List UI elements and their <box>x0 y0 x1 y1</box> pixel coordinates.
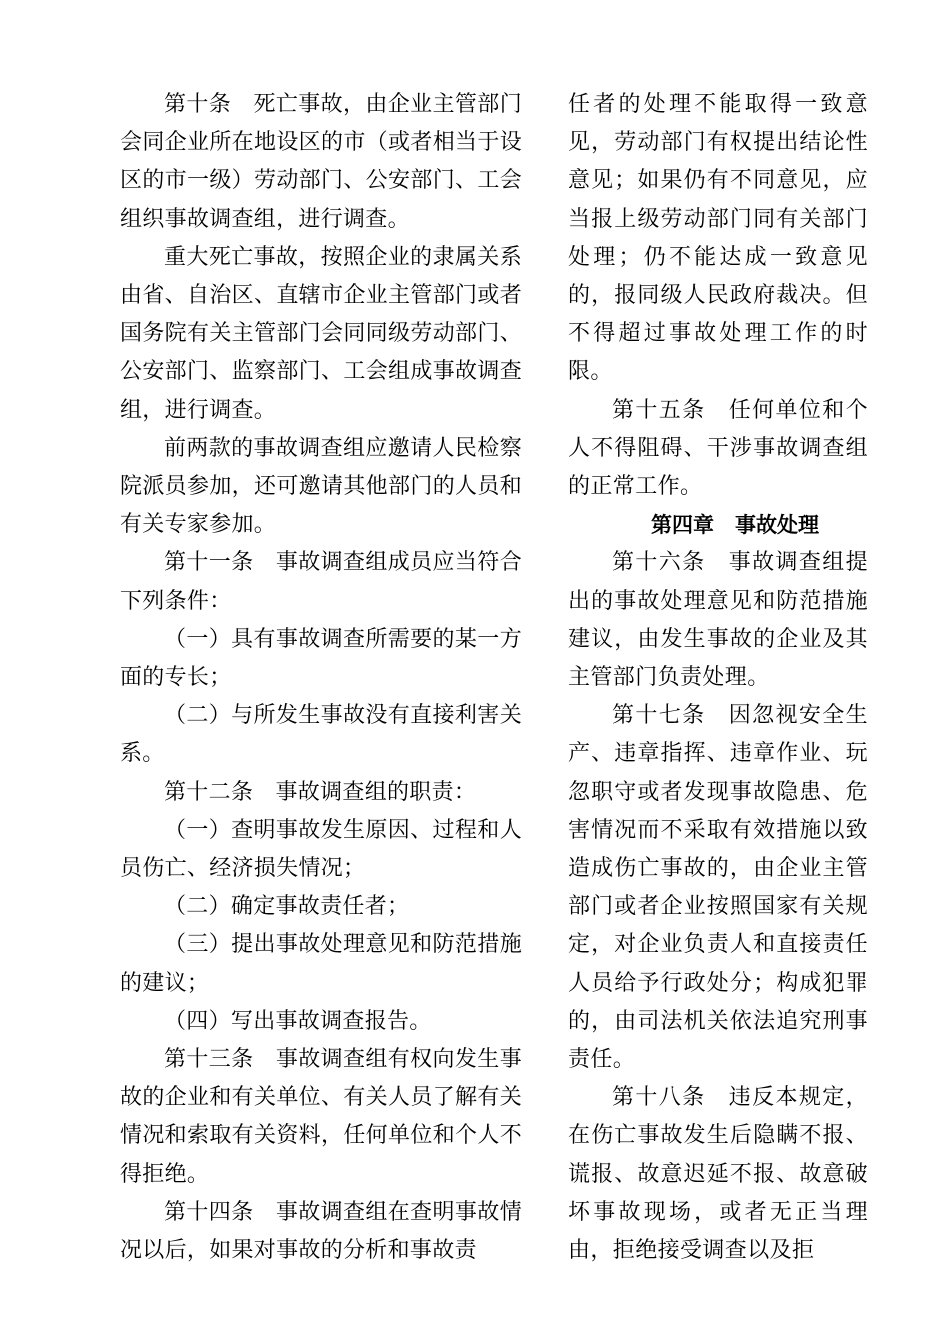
article-18: 第十八条 违反本规定，在伤亡事故发生后隐瞒不报、谎报、故意迟延不报、故意破坏事故现场，或者无正当理由，拒绝接受调查以及拒 <box>568 1085 868 1264</box>
article-10-para-2: 重大死亡事故，按照企业的隶属关系由省、自治区、直辖市企业主管部门或者国务院有关主管部门会同同级劳动部门、公安部门、监察部门、工会组成事故调查组，进行调查。 <box>120 244 522 423</box>
article-12-item-3: （三）提出事故处理意见和防范措施的建议； <box>120 932 522 996</box>
article-10: 第十条 死亡事故，由企业主管部门会同企业所在地设区的市（或者相当于设区的市一级）劳动部门、公安部门、工会组织事故调查组，进行调查。 <box>120 92 522 232</box>
article-13: 第十三条 事故调查组有权向发生事故的企业和有关单位、有关人员了解有关情况和索取有关资料，任何单位和个人不得拒绝。 <box>120 1047 522 1187</box>
article-11-item-1: （一）具有事故调查所需要的某一方面的专长； <box>120 626 522 691</box>
right-column <box>568 86 868 1270</box>
article-14: 第十四条 事故调查组在查明事故情况以后，如果对事故的分析和事故责 <box>120 1199 522 1264</box>
article-12-item-4: （四）写出事故调查报告。 <box>164 1008 432 1034</box>
article-14-continuation: 任者的处理不能取得一致意见，劳动部门有权提出结论性意见；如果仍有不同意见，应当报上级劳动部门同有关部门处理；仍不能达成一致意见的，报同级人民政府裁决。但不得超过事故处理工作的时限。 <box>568 92 868 385</box>
article-17: 第十七条 因忽视安全生产、违章指挥、违章作业、玩忽职守或者发现事故隐患、危害情况而不采取有效措施以致造成伤亡事故的，由企业主管部门或者企业按照国家有关规定，对企业负责人和直接责任人员给予行政处分；构成犯罪的，由司法机关依法追究刑事责任。 <box>568 703 868 1073</box>
article-11-item-2: （二）与所发生事故没有直接利害关系。 <box>120 703 522 767</box>
article-15: 第十五条 任何单位和个人不得阻碍、干涉事故调查组的正常工作。 <box>568 397 868 500</box>
article-12: 第十二条 事故调查组的职责： <box>164 779 477 805</box>
article-16: 第十六条 事故调查组提出的事故处理意见和防范措施建议，由发生事故的企业及其主管部门负责处理。 <box>568 550 868 691</box>
chapter-heading: 第四章 事故处理 <box>651 513 819 538</box>
article-12-item-2: （二）确定事故责任者； <box>164 894 410 920</box>
article-11: 第十一条 事故调查组成员应当符合下列条件： <box>120 550 522 614</box>
article-10-para-3: 前两款的事故调查组应邀请人民检察院派员参加，还可邀请其他部门的人员和有关专家参加。 <box>120 435 522 538</box>
left-column <box>120 86 522 1270</box>
article-12-item-1: （一）查明事故发生原因、过程和人员伤亡、经济损失情况； <box>120 817 522 882</box>
